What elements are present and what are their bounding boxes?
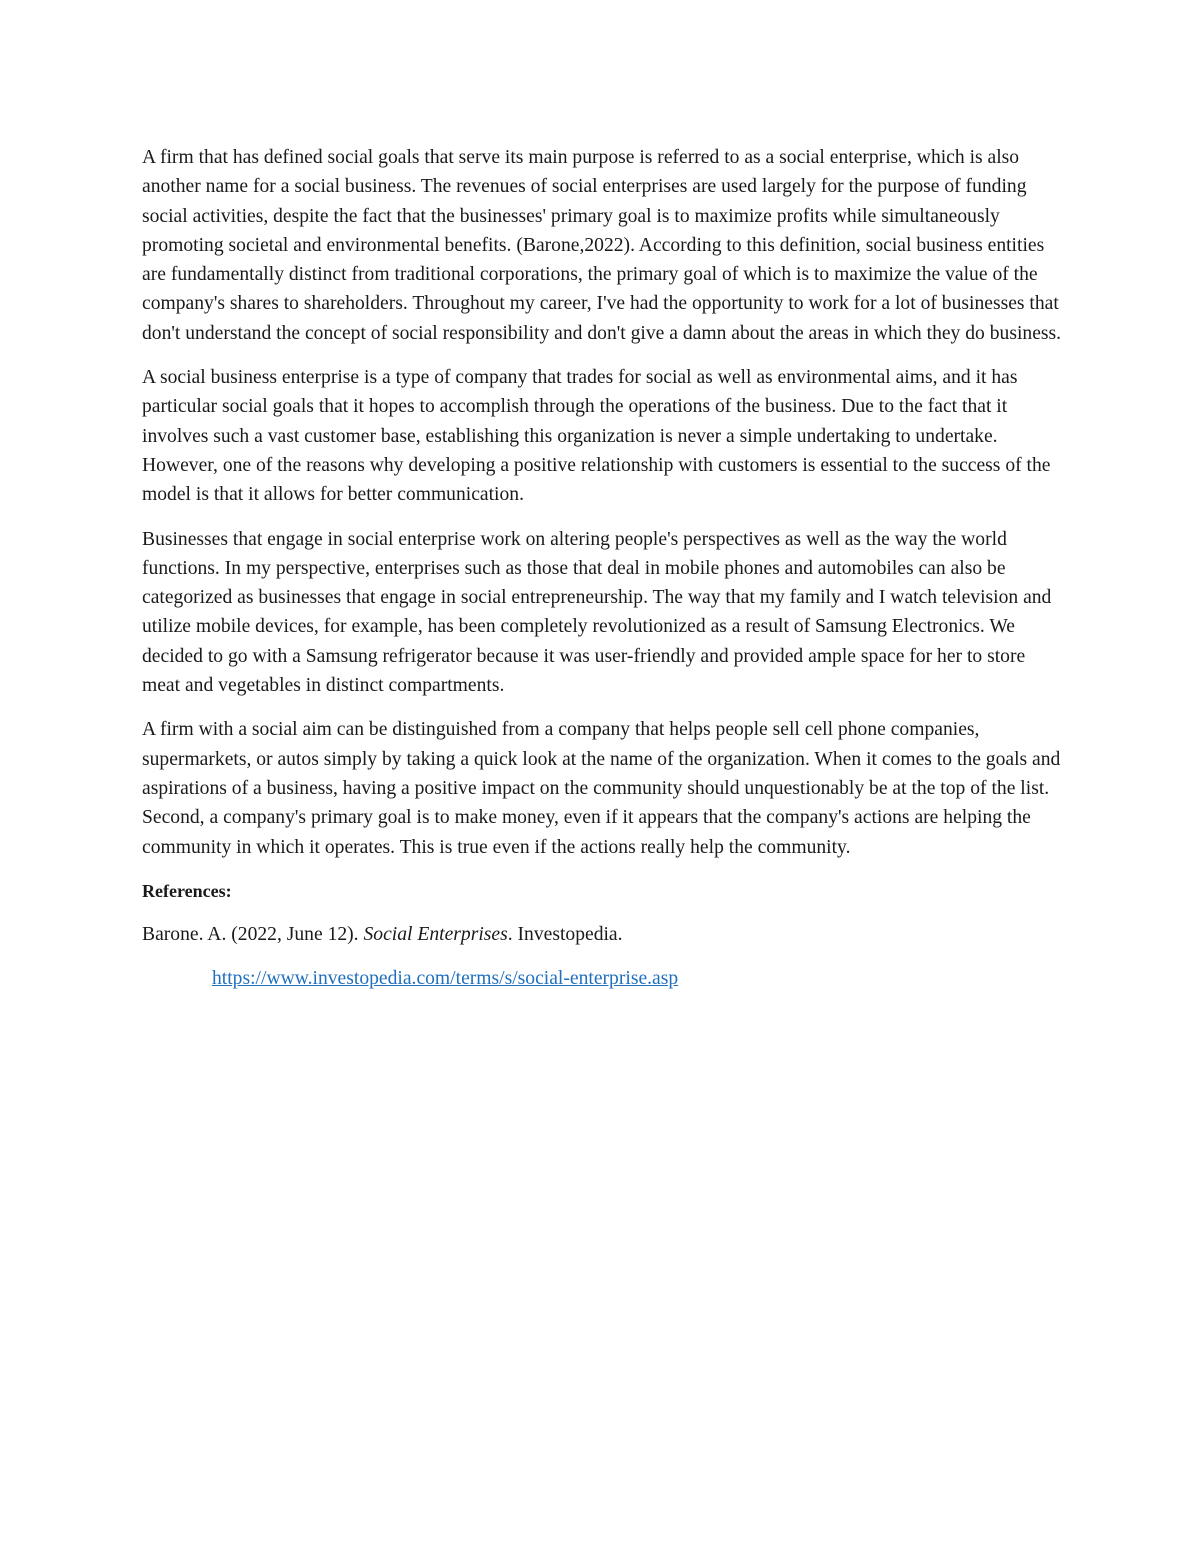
reference-entry [142, 920, 1064, 949]
references-heading: References: [142, 880, 232, 901]
paragraph-4: A firm with a social aim can be distinguished from a company that helps people sell cell phone companies, supermarkets, or autos simply by taking a quick look at the name of the organization. When it comes to the goals and aspirations of a business, having a positive impact on the community should unquestionably be at the top of the list. Second, a company's primary goal is to make money, even if it appears that the company's actions are helping the community in which it operates. This is true even if the actions really help the community. [142, 719, 1061, 858]
reference-publisher: . Investopedia. [507, 923, 623, 945]
paragraph-2: A social business enterprise is a type of company that trades for social as well as environmental aims, and it has particular social goals that it hopes to accomplish through the operations of the business. Due to the fact that it involves such a vast customer base, establishing this organization is never a simple undertaking to undertake. However, one of the reasons why developing a positive relationship with customers is essential to the success of the model is that it allows for better communication. [142, 367, 1051, 506]
paragraph-1: A firm that has defined social goals that serve its main purpose is referred to as a social enterprise, which is also another name for a social business. The revenues of social enterprises are used largely for the purpose of funding social activities, despite the fact that the businesses' primary goal is to maximize profits while simultaneously promoting societal and environmental benefits. (Barone,2022). According to this definition, social business entities are fundamentally distinct from traditional corporations, the primary goal of which is to maximize the value of the company's shares to shareholders. Throughout my career, I've had the opportunity to work for a lot of businesses that don't understand the concept of social responsibility and don't give a damn about the areas in which they do business. [142, 147, 1062, 344]
reference-url-link[interactable]: https://www.investopedia.com/terms/s/social-enterprise.asp [212, 968, 679, 990]
reference-url-line [142, 964, 1064, 993]
paragraph-3: Businesses that engage in social enterprise work on altering people's perspectives as well as the way the world functions. In my perspective, enterprises such as those that deal in mobile phones and automobiles can also be categorized as businesses that engage in social entrepreneurship. The way that my family and I watch television and utilize mobile devices, for example, has been completely revolutionized as a result of Samsung Electronics. We decided to go with a Samsung refrigerator because it was user-friendly and provided ample space for her to store meat and vegetables in distinct compartments. [142, 528, 1052, 697]
document-body [142, 143, 1064, 993]
reference-author-date: Barone. A. (2022, June 12). [142, 923, 359, 945]
reference-title: Social Enterprises [363, 923, 508, 945]
